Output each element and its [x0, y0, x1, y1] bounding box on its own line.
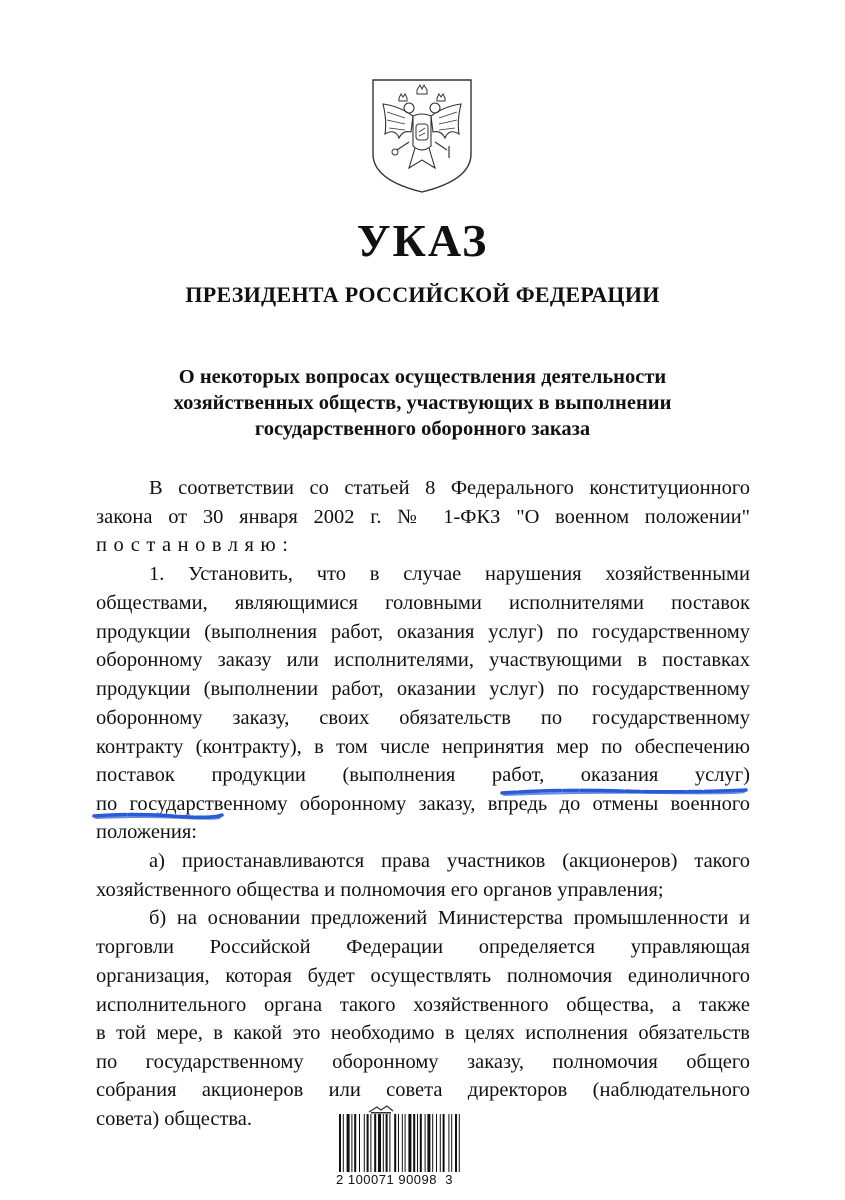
body-line: организация, которая будет осуществлять полномочия единоличного [96, 965, 750, 987]
body-line: контракту (контракту), в том числе непринятия мер по обеспечению [96, 736, 750, 758]
barcode-bar [443, 1114, 445, 1172]
barcode-bar [413, 1114, 415, 1172]
pen-underline-mark [500, 784, 748, 800]
barcode-bar [459, 1114, 460, 1172]
body-line: продукции (выполнении работ, оказании услуг) по государственному [96, 678, 750, 700]
barcode-bar [398, 1114, 399, 1172]
state-emblem-icon [369, 76, 475, 194]
body-line: поставок продукции (выполнения работ, оказания услуг) [96, 764, 750, 786]
barcode-bar [425, 1114, 426, 1172]
barcode-number: 2 100071 90098 3 [336, 1172, 453, 1187]
barcode-bar [417, 1114, 418, 1172]
barcode-bar [408, 1114, 411, 1172]
body-line: оборонному заказу, своих обязательств по государственному [96, 707, 750, 729]
body-line: В соответствии со статьей 8 Федерального конституционного [149, 477, 750, 499]
decree-issuer: ПРЕЗИДЕНТА РОССИЙСКОЙ ФЕДЕРАЦИИ [185, 282, 660, 307]
barcode-bar [394, 1114, 396, 1172]
body-line: по государственному оборонному заказу, впредь до отмены военного [96, 793, 750, 815]
body-line: оборонному заказу или исполнителями, участвующими в поставках [96, 649, 750, 671]
barcode-bar [354, 1114, 356, 1172]
barcode-bar [402, 1114, 403, 1172]
decree-title: УКАЗ [356, 215, 489, 266]
body-line: совета) общества. [96, 1108, 253, 1130]
body-line: торговли Российской Федерации определяется управляющая [96, 936, 750, 958]
decree-subject-line: государственного оборонного заказа [254, 418, 591, 440]
barcode-bar [420, 1114, 422, 1172]
barcode-bar [339, 1114, 341, 1172]
barcode-bar [436, 1114, 437, 1172]
body-line: а) приостанавливаются права участников (акционеров) такого [149, 850, 750, 872]
body-line: положения: [96, 821, 197, 843]
pen-underline-mark [92, 808, 224, 824]
printing-house-logo-icon [367, 1104, 395, 1114]
barcode-bar [389, 1114, 390, 1172]
decree-subject [100, 364, 745, 442]
body-line: по государственному оборонному заказу, полномочия общего [96, 1051, 750, 1073]
barcode-bar [386, 1114, 388, 1172]
decree-subject-line: хозяйственных обществ, участвующих в выполнении [173, 392, 672, 414]
barcode-bar [378, 1114, 381, 1172]
decree-subject-line: О некоторых вопросах осуществления деятельности [178, 366, 667, 388]
barcode-bar [451, 1114, 452, 1172]
body-line: закона от 30 января 2002 г. № 1-ФКЗ "О военном положении" [96, 506, 750, 528]
barcode-bar [440, 1114, 441, 1172]
barcode-bar [374, 1114, 376, 1172]
barcode-bar [448, 1114, 449, 1172]
body-line: исполнительного органа такого хозяйственного общества, а также [96, 994, 750, 1016]
barcode-bar [427, 1114, 430, 1172]
barcode-bar [383, 1114, 384, 1172]
barcode-bar [432, 1114, 433, 1172]
body-line: в той мере, в какой это необходимо в целях исполнения обязательств [96, 1022, 750, 1044]
body-line: собрания акционеров или совета директоров (наблюдательного [96, 1079, 750, 1101]
barcode-bar [347, 1114, 350, 1172]
barcode-bar [370, 1114, 371, 1172]
barcode-bar [343, 1114, 344, 1172]
body-line: обществами, являющимися головными исполнителями поставок [96, 592, 750, 614]
body-line: б) на основании предложений Министерства промышленности и [149, 907, 750, 929]
body-line: хозяйственного общества и полномочия его органов управления; [96, 879, 664, 901]
barcode-bar [405, 1114, 406, 1172]
barcode-bar [351, 1114, 352, 1172]
barcode-bar [455, 1114, 457, 1172]
barcode-bar [367, 1114, 369, 1172]
body-line: продукции (выполнения работ, оказания услуг) по государственному [96, 621, 750, 643]
barcode-bar [359, 1114, 360, 1172]
barcode-bar [364, 1114, 365, 1172]
barcode-icon [339, 1114, 499, 1176]
body-line: 1. Установить, что в случае нарушения хозяйственными [149, 563, 750, 585]
body-line: постановляю: [96, 534, 295, 556]
